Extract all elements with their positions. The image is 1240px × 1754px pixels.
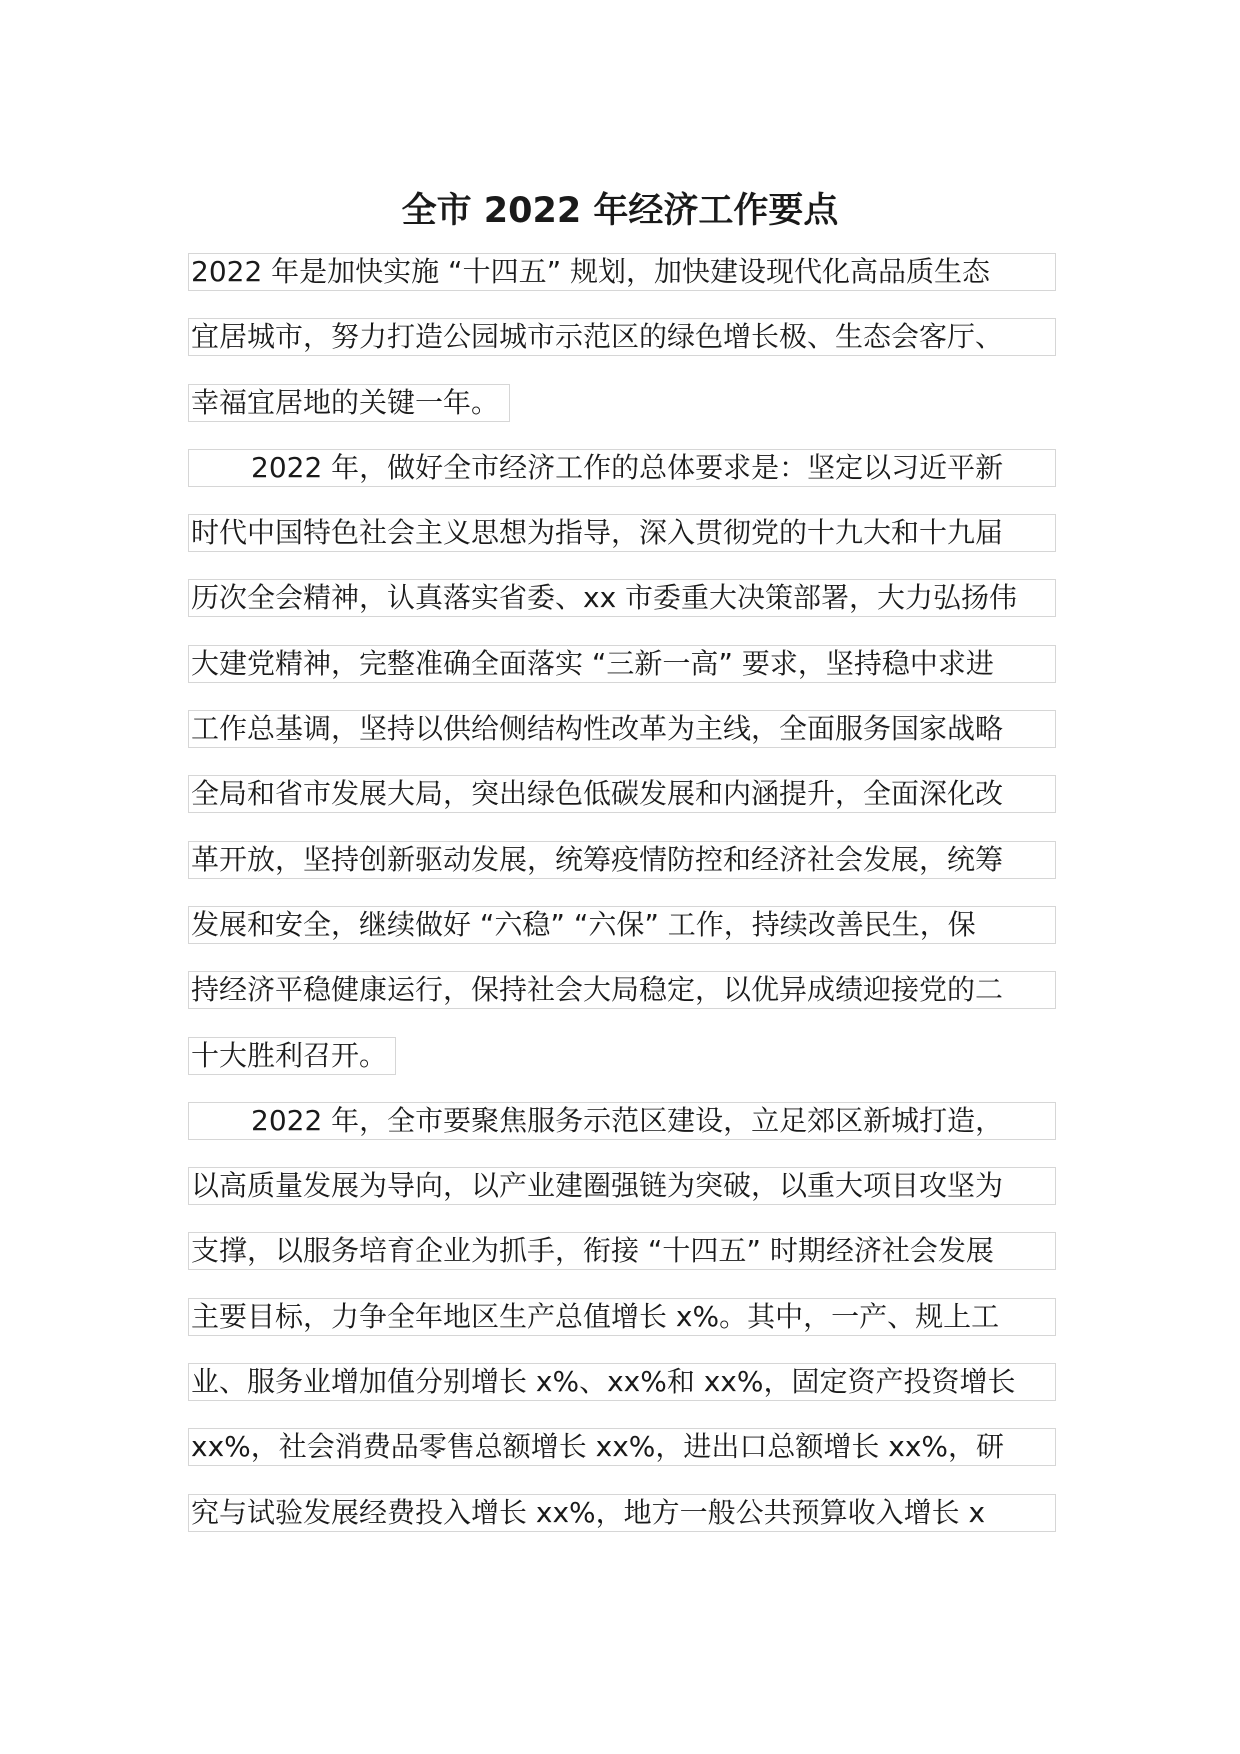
text-line-box: 2022 年，做好全市经济工作的总体要求是：坚定以习近平新 — [188, 449, 1056, 487]
text-line-box: 2022 年，全市要聚焦服务示范区建设，立足郊区新城打造， — [188, 1102, 1056, 1140]
text-line — [188, 314, 1058, 379]
text-line-box: 发展和安全，继续做好 “六稳” “六保” 工作，持续改善民生，保 — [188, 906, 1056, 944]
text-line — [188, 967, 1058, 1032]
text-line-box: 主要目标，力争全年地区生产总值增长 x%。其中，一产、规上工 — [188, 1298, 1056, 1336]
text-line-box: 时代中国特色社会主义思想为指导，深入贯彻党的十九大和十九届 — [188, 514, 1056, 552]
text-line — [188, 445, 1058, 510]
text-line-box: 革开放，坚持创新驱动发展，统筹疫情防控和经济社会发展，统筹 — [188, 841, 1056, 879]
text-line — [188, 575, 1058, 640]
text-line-box: 工作总基调，坚持以供给侧结构性改革为主线，全面服务国家战略 — [188, 710, 1056, 748]
text-line — [188, 1424, 1058, 1489]
text-line — [188, 706, 1058, 771]
text-line-box: 究与试验发展经费投入增长 xx%，地方一般公共预算收入增长 x — [188, 1494, 1056, 1532]
text-line — [188, 1163, 1058, 1228]
text-line-box: 持经济平稳健康运行，保持社会大局稳定，以优异成绩迎接党的二 — [188, 971, 1056, 1009]
text-line-box: 宜居城市，努力打造公园城市示范区的绿色增长极、生态会客厅、 — [188, 318, 1056, 356]
text-line — [188, 249, 1058, 314]
text-line — [188, 1490, 1058, 1555]
document-body — [188, 249, 1058, 1555]
text-line — [188, 1033, 1058, 1098]
text-line — [188, 1359, 1058, 1424]
text-line-box: 大建党精神，完整准确全面落实 “三新一高” 要求，坚持稳中求进 — [188, 645, 1056, 683]
text-line-box: 2022 年是加快实施 “十四五” 规划，加快建设现代化高品质生态 — [188, 253, 1056, 291]
text-line — [188, 510, 1058, 575]
text-line — [188, 380, 1058, 445]
text-line — [188, 1228, 1058, 1293]
text-line-box: 业、服务业增加值分别增长 x%、xx%和 xx%，固定资产投资增长 — [188, 1363, 1056, 1401]
text-line-box: 幸福宜居地的关键一年。 — [188, 384, 510, 422]
document-title: 全市 2022 年经济工作要点 — [401, 191, 839, 231]
text-line — [188, 837, 1058, 902]
text-line-box: 支撑，以服务培育企业为抓手，衔接 “十四五” 时期经济社会发展 — [188, 1232, 1056, 1270]
text-line — [188, 1294, 1058, 1359]
text-line — [188, 771, 1058, 836]
text-line — [188, 902, 1058, 967]
text-line-box: 以高质量发展为导向，以产业建圈强链为突破，以重大项目攻坚为 — [188, 1167, 1056, 1205]
text-line-box: 十大胜利召开。 — [188, 1037, 396, 1075]
text-line — [188, 1098, 1058, 1163]
text-line — [188, 641, 1058, 706]
text-line-box: 全局和省市发展大局，突出绿色低碳发展和内涵提升，全面深化改 — [188, 775, 1056, 813]
text-line-box: 历次全会精神，认真落实省委、xx 市委重大决策部署，大力弘扬伟 — [188, 579, 1056, 617]
text-line-box: xx%，社会消费品零售总额增长 xx%，进出口总额增长 xx%，研 — [188, 1428, 1056, 1466]
